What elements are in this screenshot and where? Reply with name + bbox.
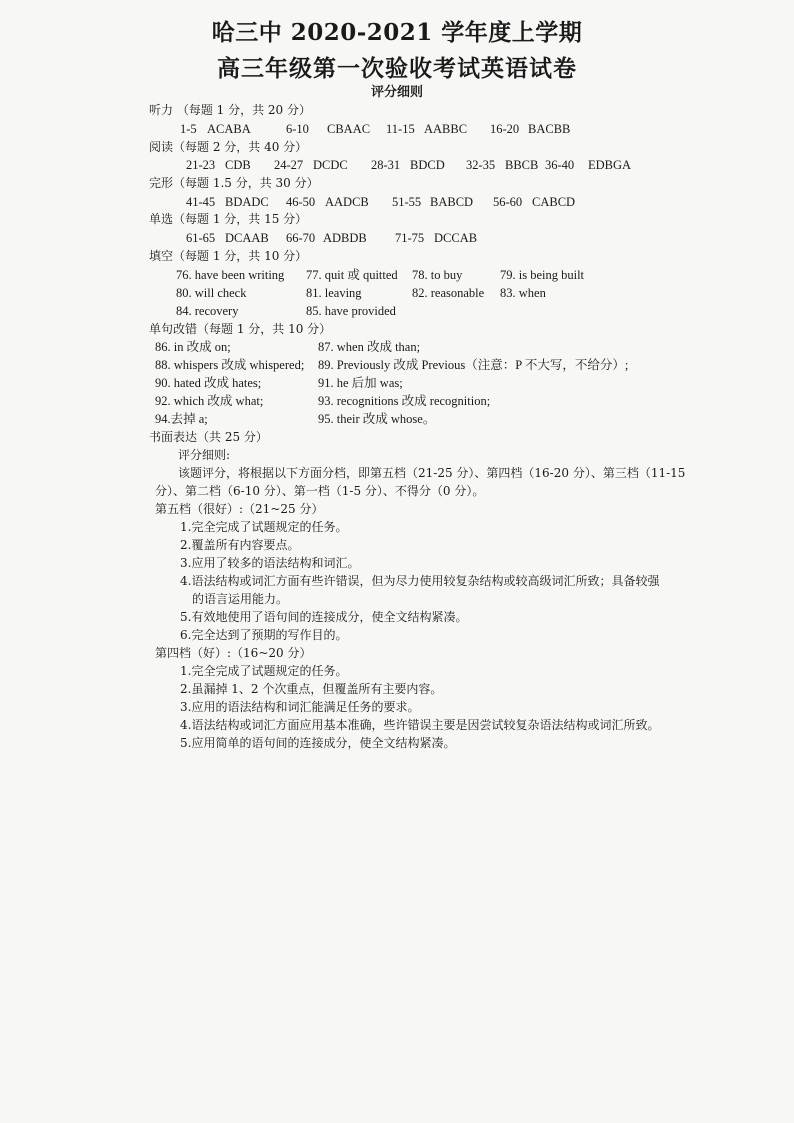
answer-range: 16-20 — [490, 122, 520, 136]
level5-item: 2.覆盖所有内容要点。 — [180, 538, 300, 552]
fill-answer: 85. have provided — [306, 304, 396, 318]
level5-item: 4.语法结构或词汇方面有些许错误，但为尽力使用较复杂结构或较高级词汇所致；具备较强 — [180, 574, 660, 588]
answer-range: 66-70 — [286, 231, 316, 245]
writing-subheader: 评分细则: — [178, 448, 231, 462]
answer-range: 36-40 — [545, 158, 575, 172]
answer-range: 32-35 — [466, 158, 496, 172]
level5-header: 第五档（很好）:（21~25 分） — [155, 502, 324, 516]
writing-intro: 分）、第二档（6-10 分）、第一档（1-5 分）、不得分（0 分）。 — [155, 484, 485, 498]
answer-range: 51-55 — [392, 195, 422, 209]
page-subtitle: 评分细则 — [370, 85, 423, 100]
correction-item: 86. in 改成 on; — [155, 340, 231, 354]
answer-letters: AADCB — [325, 195, 369, 209]
answer-range: 24-27 — [274, 158, 304, 172]
level5-item: 的语言运用能力。 — [192, 592, 289, 606]
answer-range: 1-5 — [180, 122, 197, 136]
level4-item: 2.虽漏掉 1、2 个次重点，但覆盖所有主要内容。 — [180, 682, 443, 696]
level4-item: 4.语法结构或词汇方面应用基本准确，些许错误主要是因尝试较复杂语法结构或词汇所致。 — [180, 718, 660, 732]
answer-letters: BBCB — [505, 158, 539, 172]
fill-answer: 77. quit 或 quitted — [306, 268, 398, 282]
answer-letters: CABCD — [532, 195, 576, 209]
section-header-reading: 阅读（每题 2 分，共 40 分） — [149, 140, 308, 154]
correction-item: 89. Previously 改成 Previous（注意：P 不大写，不给分）; — [318, 358, 629, 372]
level4-header: 第四档（好）:（16~20 分） — [155, 646, 312, 660]
section-header-writing: 书面表达（共 25 分） — [149, 430, 268, 444]
answer-letters: BABCD — [430, 195, 474, 209]
answer-range: 41-45 — [186, 195, 216, 209]
correction-item: 91. he 后加 was; — [318, 376, 403, 390]
level5-item: 6.完全达到了预期的写作目的。 — [180, 628, 348, 642]
answer-range: 61-65 — [186, 231, 216, 245]
page-title-school: 哈三中 2020-2021 学年度上学期 — [211, 19, 583, 46]
level4-item: 3.应用的语法结构和词汇能满足任务的要求。 — [180, 700, 420, 714]
section-header-correction: 单句改错（每题 1 分，共 10 分） — [149, 322, 332, 336]
fill-answer: 78. to buy — [412, 268, 463, 282]
answer-range: 21-23 — [186, 158, 216, 172]
correction-item: 87. when 改成 than; — [318, 340, 421, 354]
answer-range: 56-60 — [493, 195, 523, 209]
answer-letters: BACBB — [528, 122, 571, 136]
level5-item: 1.完全完成了试题规定的任务。 — [180, 520, 348, 534]
answer-letters: DCCAB — [434, 231, 478, 245]
correction-item: 88. whispers 改成 whispered; — [155, 358, 305, 372]
answer-letters: CBAAC — [327, 122, 371, 136]
level5-item: 5.有效地使用了语句间的连接成分，使全文结构紧凑。 — [180, 610, 468, 624]
fill-answer: 82. reasonable — [412, 286, 485, 300]
answer-letters: EDBGA — [588, 158, 632, 172]
correction-item: 93. recognitions 改成 recognition; — [318, 394, 491, 408]
fill-answer: 83. when — [500, 286, 546, 300]
section-header-fill-in: 填空（每题 1 分，共 10 分） — [149, 249, 308, 263]
fill-answer: 80. will check — [176, 286, 247, 300]
answer-range: 71-75 — [395, 231, 425, 245]
correction-item: 95. their 改成 whose。 — [318, 412, 436, 426]
answer-letters: BDCD — [410, 158, 445, 172]
answer-letters: BDADC — [225, 195, 269, 209]
answer-range: 46-50 — [286, 195, 316, 209]
answer-letters: CDB — [225, 158, 251, 172]
fill-answer: 81. leaving — [306, 286, 362, 300]
answer-range: 6-10 — [286, 122, 309, 136]
fill-answer: 79. is being built — [500, 268, 585, 282]
level4-item: 5.应用简单的语句间的连接成分，使全文结构紧凑。 — [180, 736, 456, 750]
answer-range: 11-15 — [386, 122, 415, 136]
section-header-cloze: 完形（每题 1.5 分，共 30 分） — [149, 176, 319, 190]
answer-letters: ADBDB — [323, 231, 367, 245]
answer-letters: DCAAB — [225, 231, 269, 245]
fill-answer: 84. recovery — [176, 304, 239, 318]
answer-letters: ACABA — [207, 122, 251, 136]
answer-letters: DCDC — [313, 158, 348, 172]
section-header-single-choice: 单选（每题 1 分，共 15 分） — [149, 212, 308, 226]
correction-item: 94.去掉 a; — [155, 412, 208, 426]
fill-answer: 76. have been writing — [176, 268, 285, 282]
level4-item: 1.完全完成了试题规定的任务。 — [180, 664, 348, 678]
correction-item: 92. which 改成 what; — [155, 394, 264, 408]
correction-item: 90. hated 改成 hates; — [155, 376, 262, 390]
section-header-listening: 听力 （每题 1 分，共 20 分） — [149, 103, 311, 117]
level5-item: 3.应用了较多的语法结构和词汇。 — [180, 556, 360, 570]
answer-range: 28-31 — [371, 158, 401, 172]
writing-intro: 该题评分，将根据以下方面分档，即第五档（21-25 分）、第四档（16-20 分）、第三档（11-15 — [178, 466, 686, 480]
page-title-exam: 高三年级第一次验收考试英语试卷 — [217, 55, 577, 82]
answer-letters: AABBC — [424, 122, 468, 136]
